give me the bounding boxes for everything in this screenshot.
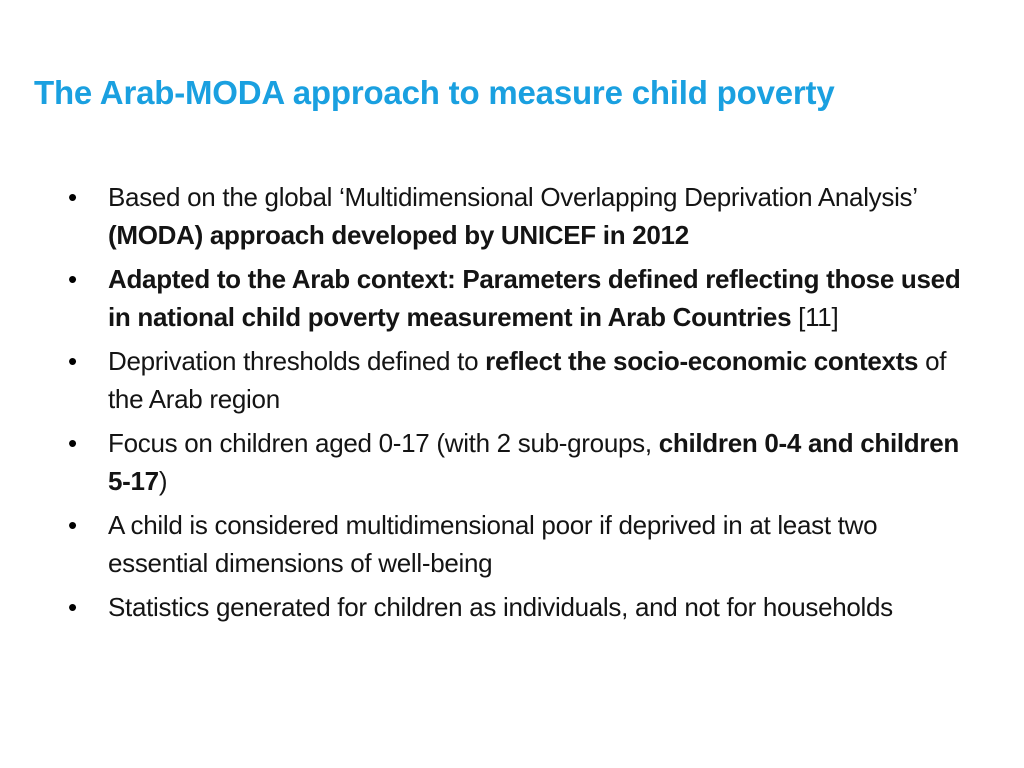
bullet-item [0, 342, 1024, 418]
bullet-text-bold-segment: reflect the socio-economic contexts [485, 346, 919, 376]
bullet-text-segment: Deprivation thresholds defined to [108, 346, 486, 376]
bullet-text-bold-segment: Adapted to the Arab context: Parameters defined reflecting those used in national child poverty measurement in Arab Countries [108, 264, 961, 332]
bullet-text-segment: Based on the global ‘Multidimensional Overlapping Deprivation Analysis’ [108, 182, 917, 212]
bullet-text-segment: of the Arab region [108, 346, 947, 414]
bullet-text [108, 588, 976, 626]
bullet-dot-icon: • [68, 264, 78, 294]
bullet-item [0, 178, 1024, 254]
bullet-text [108, 178, 976, 254]
slide-title: The Arab-MODA approach to measure child poverty [34, 74, 835, 111]
bullet-text [108, 342, 976, 418]
bullet-dot-icon: • [68, 428, 78, 458]
bullet-text [108, 506, 976, 582]
bullet-text-segment: Statistics generated for children as individuals, and not for households [108, 592, 893, 622]
bullet-dot-icon: • [68, 510, 78, 540]
bullet-text [108, 260, 976, 336]
bullet-item [0, 506, 1024, 582]
bullet-dot-icon: • [68, 592, 78, 622]
bullet-text-bold-segment: children 0-4 and children 5-17 [108, 428, 959, 496]
bullet-item [0, 260, 1024, 336]
bullet-text-segment: [11] [791, 302, 839, 332]
bullet-text-segment: ) [158, 466, 168, 496]
bullet-list [0, 178, 1024, 632]
bullet-text-bold-segment: (MODA) approach developed by UNICEF in 2012 [108, 220, 689, 250]
bullet-text-segment: A child is considered multidimensional poor if deprived in at least two essential dimensions of well-being [108, 510, 878, 578]
bullet-dot-icon: • [68, 182, 78, 212]
bullet-text [108, 424, 976, 500]
bullet-dot-icon: • [68, 346, 78, 376]
bullet-item [0, 424, 1024, 500]
bullet-item [0, 588, 1024, 626]
bullet-text-segment: Focus on children aged 0-17 (with 2 sub-groups, [108, 428, 659, 458]
